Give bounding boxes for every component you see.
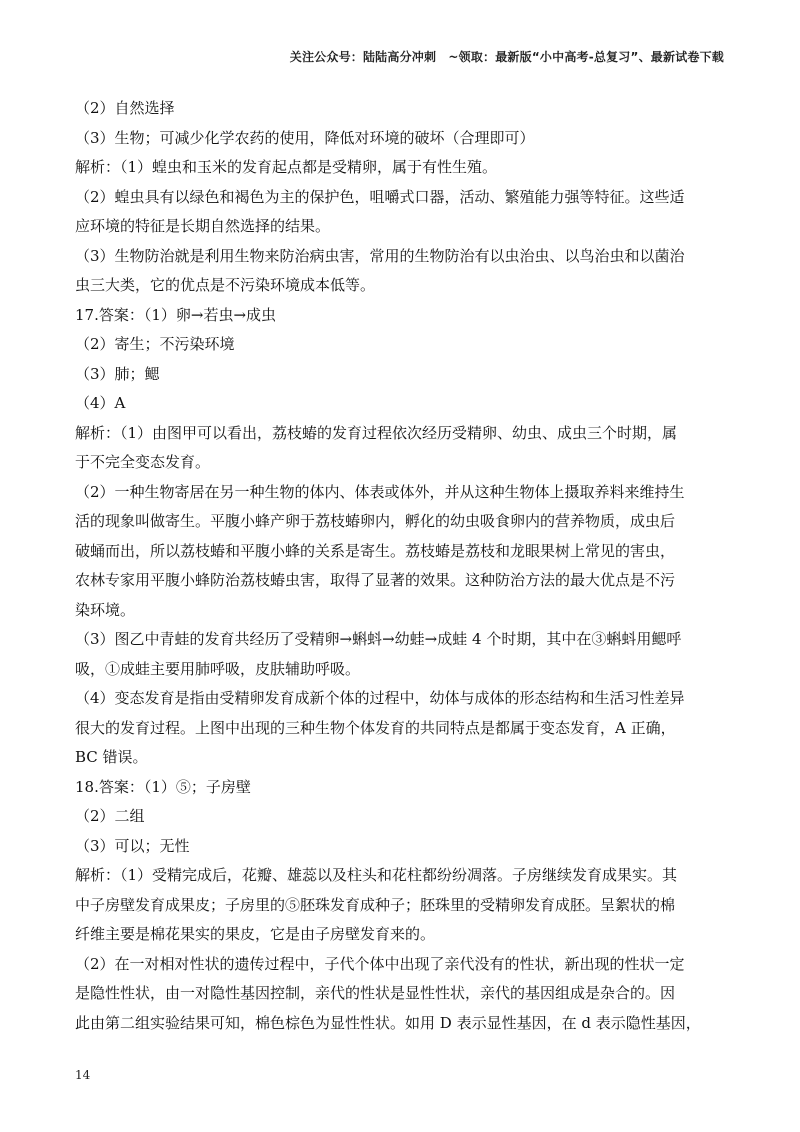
text-line: 活的现象叫做寄生。平腹小蜂产卵于荔枝蝽卵内，孵化的幼虫吸食卵内的营养物质，成虫后 [75, 512, 676, 530]
text-line: 很大的发育过程。上图中出现的三种生物个体发育的共同特点是都属于变态发育，A 正确， [75, 718, 676, 737]
page-number: 14 [75, 1068, 91, 1082]
text-line: 解析：（1）受精完成后，花瓣、雄蕊以及柱头和花柱都纷纷凋落。子房继续发育成果实。其 [75, 866, 678, 884]
text-line: 纤维主要是棉花果实的果皮，它是由子房壁发育来的。 [75, 925, 436, 943]
text-line: 是隐性性状，由一对隐性基因控制，亲代的性状是显性性状，亲代的基因组成是杂合的。因 [75, 984, 676, 1002]
text-line: （2）二组 [75, 807, 145, 825]
text-line: 农林专家用平腹小蜂防治荔枝蝽虫害，取得了显著的效果。这种防治方法的最大优点是不污 [75, 571, 676, 589]
text-line: （3）可以；无性 [75, 836, 190, 855]
text-line: 染环境。 [75, 600, 136, 619]
text-line: 虫三大类，它的优点是不污染环境成本低等。 [75, 276, 376, 294]
document-body [75, 94, 731, 1038]
text-line: 此由第二组实验结果可知，棉色棕色为显性性状。如用 D 表示显性基因，在 d 表示隐性基因， [75, 1013, 701, 1032]
text-line: （3）生物防治就是利用生物来防治病虫害，常用的生物防治有以虫治虫、以鸟治虫和以菌治 [75, 246, 685, 265]
text-line: （3）肺；鳃 [75, 364, 160, 383]
text-line: （2）一种生物寄居在另一种生物的体内、体表或体外，并从这种生物体上摄取养料来维持生 [75, 482, 685, 501]
text-line: 破蛹而出，所以荔枝蝽和平腹小蜂的关系是寄生。荔枝蝽是荔枝和龙眼果树上常见的害虫， [75, 541, 676, 560]
text-line: 吸，①成蛙主要用肺呼吸，皮肤辅助呼吸。 [75, 659, 361, 678]
text-line: （4）A [75, 394, 126, 412]
answer-heading: 18.答案：（1）⑤；子房壁 [75, 777, 251, 796]
text-line: 于不完全变态发育。 [75, 453, 211, 471]
text-line: 解析：（1）由图甲可以看出，荔枝蝽的发育过程依次经历受精卵、幼虫、成虫三个时期，属 [75, 423, 678, 442]
text-line: BC 错误。 [75, 748, 148, 766]
text-line: （2）蝗虫具有以绿色和褐色为主的保护色，咀嚼式口器，活动、繁殖能力强等特征。这些适 [75, 187, 685, 206]
text-line: （3）图乙中青蛙的发育共经历了受精卵→蝌蚪→幼蛙→成蛙 4 个时期，其中在③蝌蚪用鳃呼 [75, 630, 682, 648]
text-line: （2）寄生；不污染环境 [75, 335, 235, 353]
text-line: 解析：（1）蝗虫和玉米的发育起点都是受精卵，属于有性生殖。 [75, 158, 498, 176]
text-line: （2）自然选择 [75, 99, 175, 117]
text-line: （3）生物；可减少化学农药的使用，降低对环境的破坏（合理即可） [75, 128, 535, 147]
page-header: 关注公众号：陆陆高分冲刺 ~领取：最新版“小中高考-总复习”、最新试卷下载 [289, 50, 724, 64]
text-line: 中子房壁发育成果皮；子房里的⑤胚珠发育成种子；胚珠里的受精卵发育成胚。呈絮状的棉 [75, 895, 676, 914]
answer-heading: 17.答案：（1）卵→若虫→成虫 [75, 305, 277, 324]
text-line: 应环境的特征是长期自然选择的结果。 [75, 217, 331, 235]
text-line: （2）在一对相对性状的遗传过程中，子代个体中出现了亲代没有的性状，新出现的性状一定 [75, 954, 685, 973]
text-line: （4）变态发育是指由受精卵发育成新个体的过程中，幼体与成体的形态结构和生活习性差异 [75, 689, 685, 707]
